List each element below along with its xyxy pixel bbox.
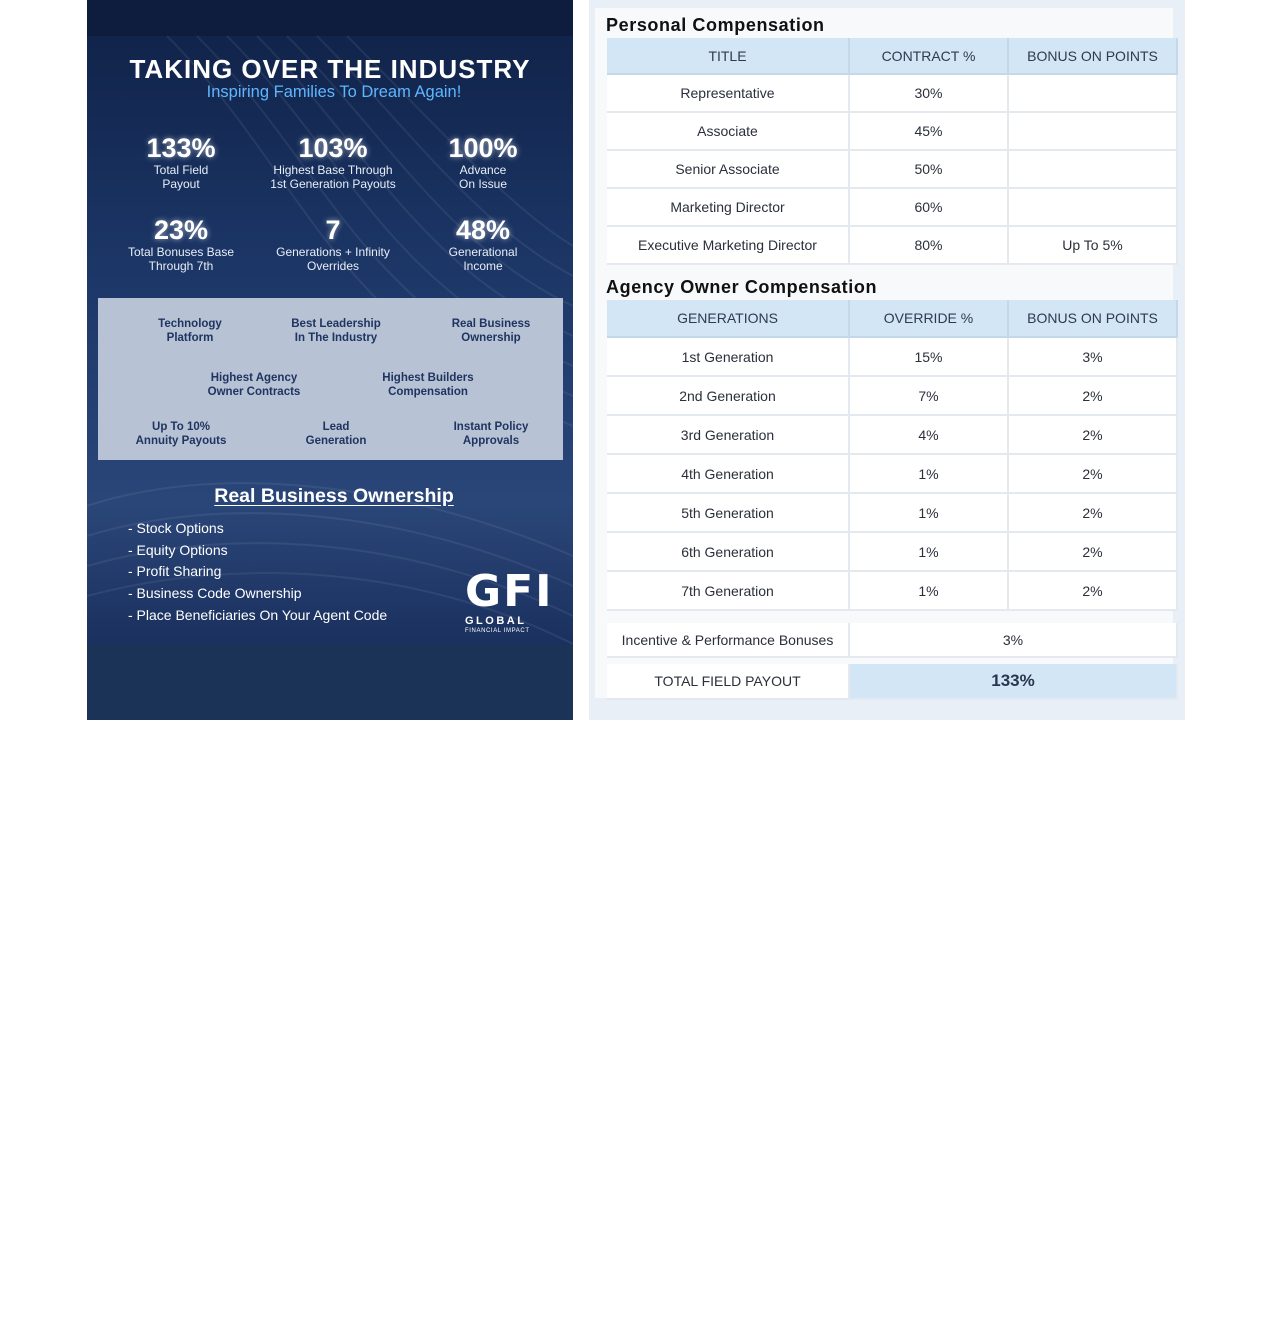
ownership-title: Real Business Ownership [214,485,454,507]
flyer-title: TAKING OVER THE INDUSTRY [129,54,531,84]
stat-highest-base: 103% Highest Base Through 1st Generation Payouts [270,133,396,191]
table-row: 1st Generation 15% 3% [607,338,1178,377]
table-row: 3rd Generation 4% 2% [607,416,1178,455]
ownership-item: - Business Code Ownership [128,585,302,602]
agency-owner-compensation-title: Agency Owner Compensation [606,277,878,297]
feature-lead-generation: Lead Generation [305,421,367,447]
column-header: BONUS ON POINTS [1009,300,1178,338]
flyer-subtitle: Inspiring Families To Dream Again! [206,83,462,101]
table-header-row [607,300,1178,338]
table-row: Representative 30% [607,75,1178,113]
personal-compensation-title: Personal Compensation [606,15,825,35]
total-label: TOTAL FIELD PAYOUT [607,664,850,700]
incentive-value: 3% [850,623,1178,658]
stat-total-field-payout: 133% Total Field Payout [146,133,216,191]
ownership-item: - Equity Options [128,541,228,558]
feature-real-business-ownership: Real Business Ownership [451,318,531,344]
feature-annuity-payouts: Up To 10% Annuity Payouts [135,421,227,447]
table-row: 6th Generation 1% 2% [607,533,1178,572]
flyer-bottom-band [87,644,573,1323]
gfi-logo: GFI GLOBAL FINANCIAL IMPACT [465,566,554,634]
feature-instant-policy-approvals: Instant Policy Approvals [453,421,529,447]
column-header: OVERRIDE % [850,300,1009,338]
feature-highest-builders-compensation: Highest Builders Compensation [382,372,474,398]
table-header-row [607,38,1178,75]
promo-flyer [87,0,573,1323]
stat-advance-on-issue: 100% Advance On Issue [448,133,518,191]
table-row: 5th Generation 1% 2% [607,494,1178,533]
column-header: BONUS ON POINTS [1009,38,1178,75]
feature-highest-agency-owner-contracts: Highest Agency Owner Contracts [207,372,301,398]
ownership-item: - Place Beneficiaries On Your Agent Code [128,606,388,623]
stat-generational-income: 48% Generational Income [448,215,518,273]
table-row: 4th Generation 1% 2% [607,455,1178,494]
total-value: 133% [850,664,1178,700]
ownership-item: - Profit Sharing [128,563,222,580]
social-handle: @gficonnect [96,1306,187,1323]
column-header: GENERATIONS [607,300,850,338]
incentive-row [607,623,1178,658]
stat-total-bonuses: 23% Total Bonuses Base Through 7th [127,215,235,273]
stat-generations: 7 Generations + Infinity Overrides [276,215,390,273]
feature-box [98,298,563,460]
compensation-panel [589,0,1185,720]
table-row: Marketing Director 60% [607,189,1178,227]
ownership-list [128,518,387,626]
ownership-item: - Stock Options [128,520,224,536]
table-row: 7th Generation 1% 2% [607,572,1178,611]
total-row [607,664,1178,700]
table-row: Executive Marketing Director 80% Up To 5% [607,227,1178,265]
column-header: CONTRACT % [850,38,1009,75]
flyer-top-band [87,0,573,36]
table-row: 2nd Generation 7% 2% [607,377,1178,416]
table-row: Senior Associate 50% [607,151,1178,189]
incentive-label: Incentive & Performance Bonuses [607,623,850,658]
table-row: Associate 45% [607,113,1178,151]
feature-technology-platform: Technology Platform [158,318,222,344]
column-header: TITLE [607,38,850,75]
compensation-sheet [595,8,1173,698]
feature-best-leadership: Best Leadership In The Industry [291,318,381,344]
